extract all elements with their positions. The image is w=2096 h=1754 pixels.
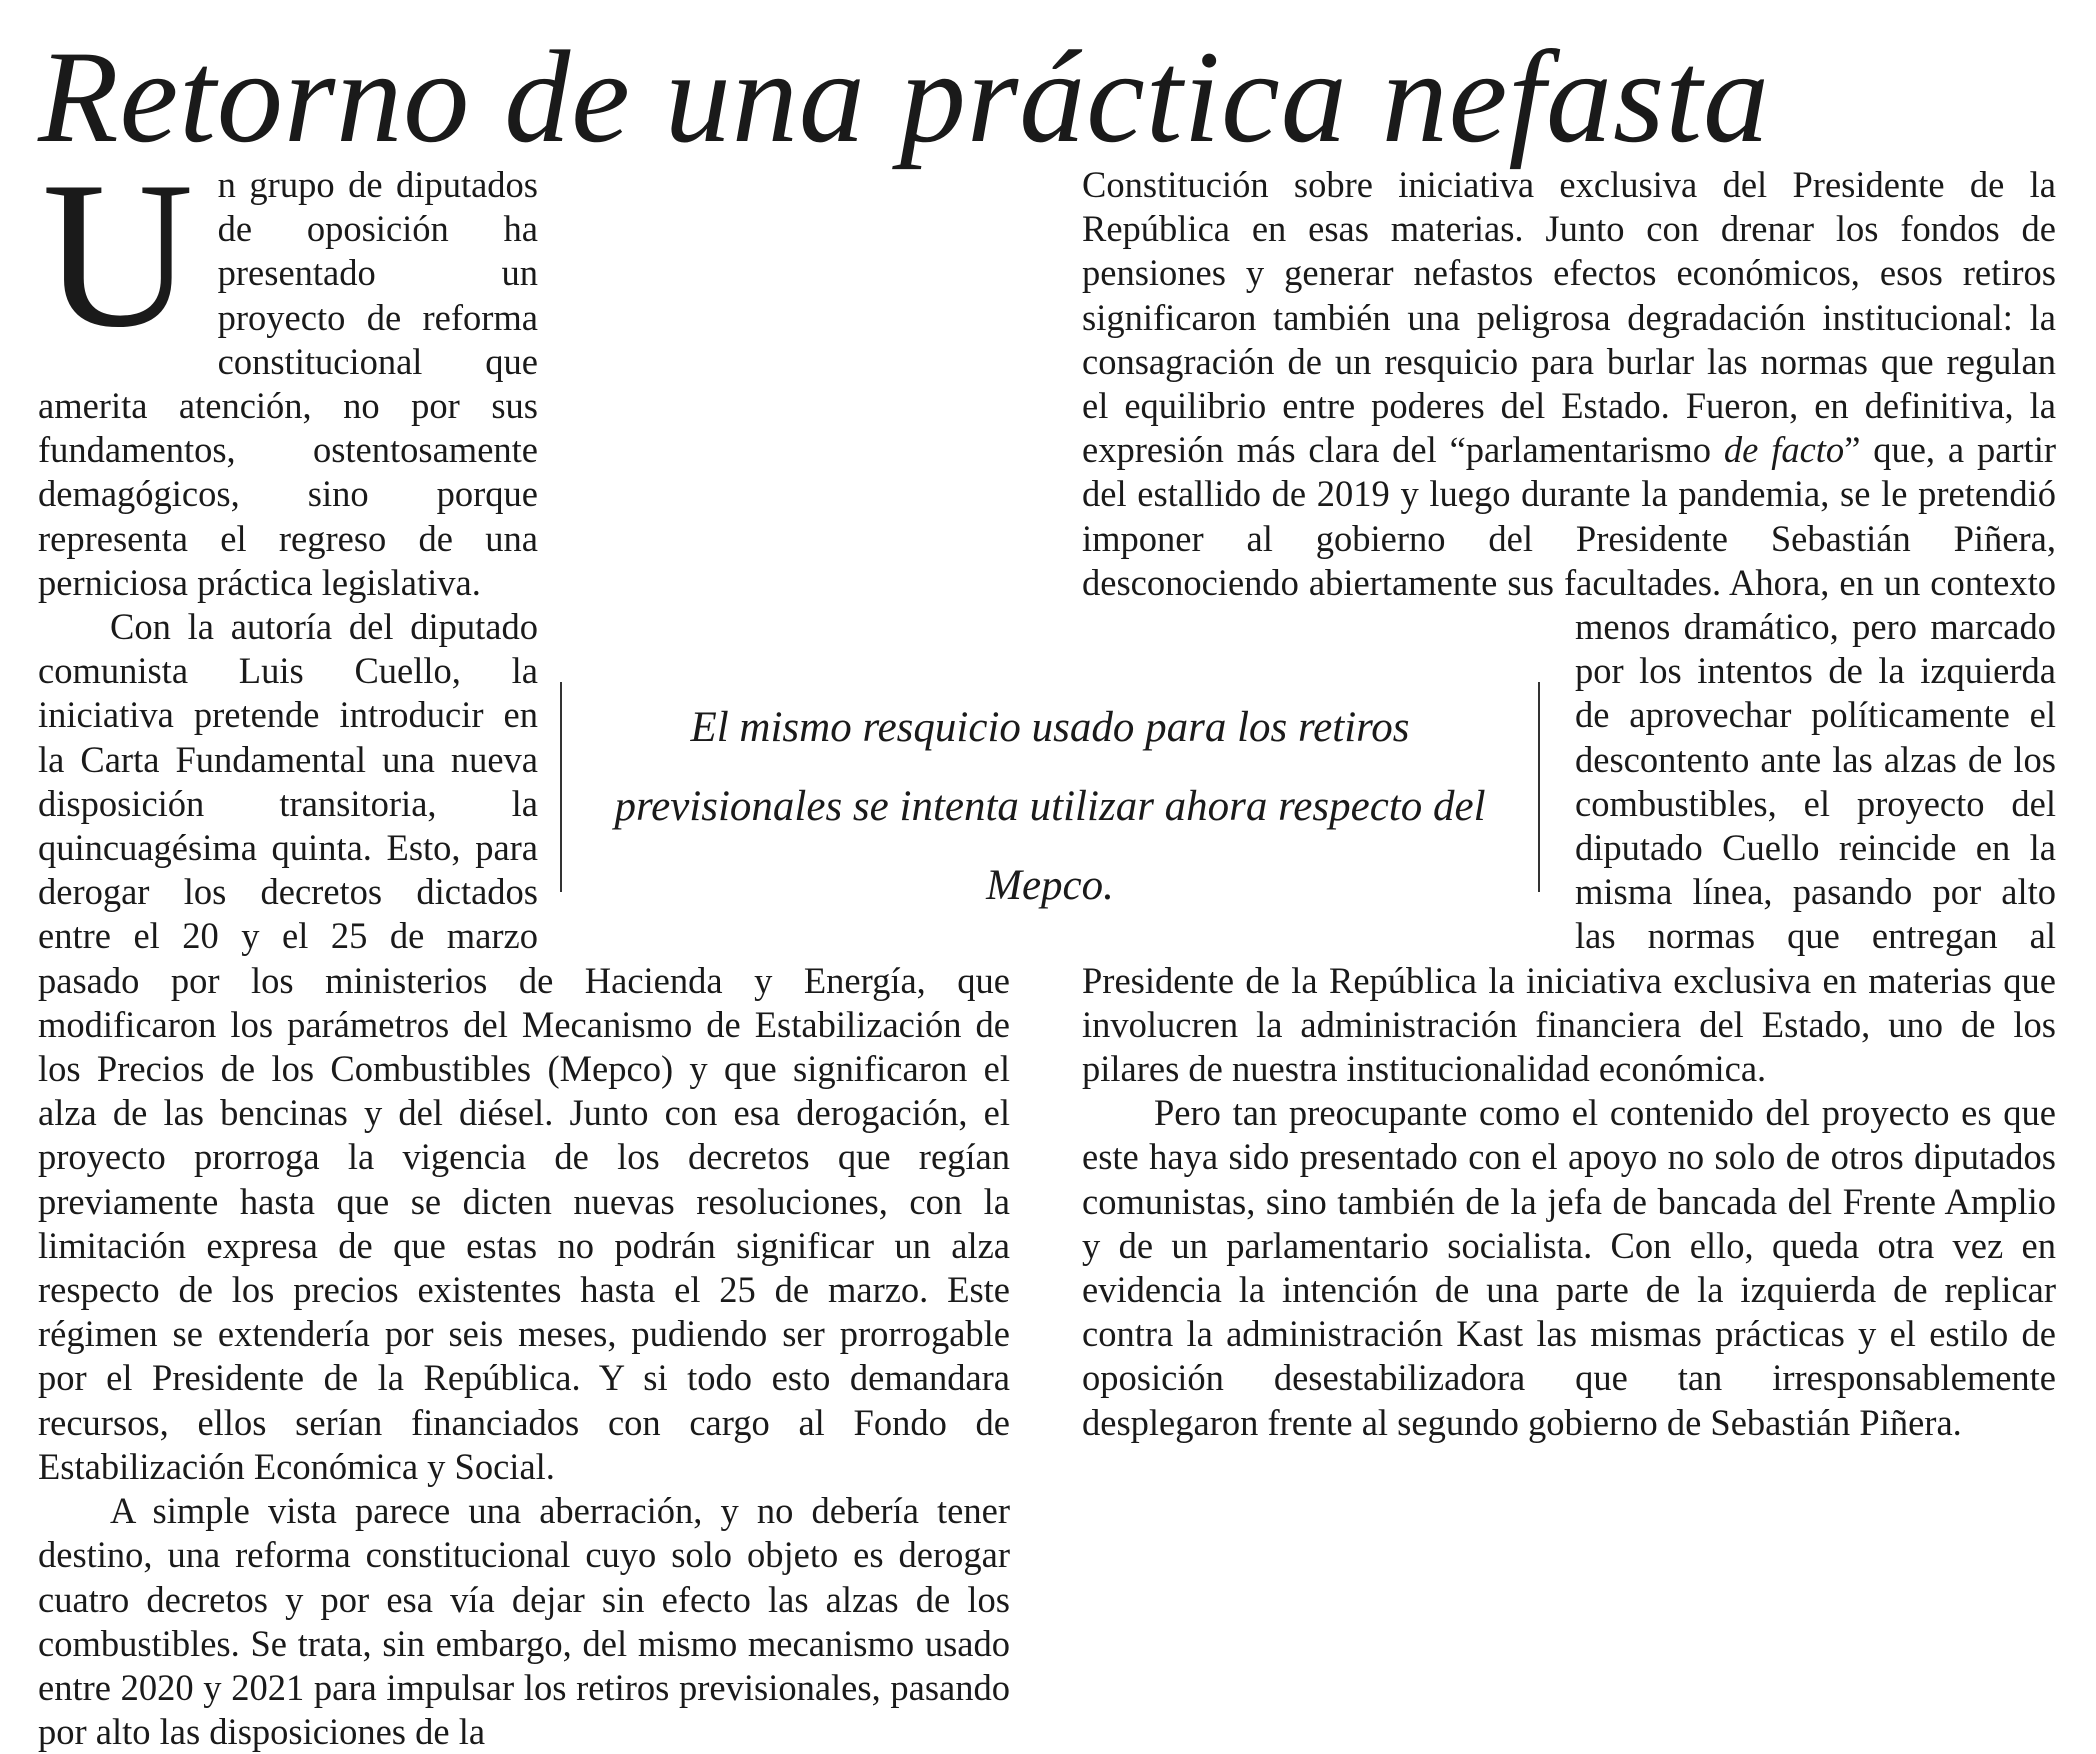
latin-phrase: de facto — [1723, 429, 1845, 471]
drop-cap: U — [42, 139, 194, 371]
body-paragraph-5: Pero tan preocupante como el contenido del proyecto es que este haya sido presentado con el apoyo no solo de otros diputados comunistas, sino también de la jefa de bancada del Frente Amplio y de un parlamentario socialista. Con ello, queda otra vez en evidencia la intención de una parte de la izquierda de replicar contra la administración Kast las mismas prácticas y el estilo de oposición desestabilizadora que tan irresponsablemente desplegaron frente al segundo gobierno de Sebastián Piñera. — [1082, 1092, 2056, 1443]
paragraph-4-part-1: Constitución sobre iniciativa exclusiva del Presidente de la República en esas materias. Junto con drenar los fondos de pensiones y generar nefastos efectos económicos, esos retiros significaron también una peligrosa degradación institucional: la consagración de un resquicio para burlar las normas que regulan el equilibrio entre poderes del Estado. Fueron, en definitiva, la expresión más clara del “parlamentarismo — [1082, 164, 2056, 471]
body-paragraph-3: A simple vista parece una aberración, y no debería tener destino, una reforma constitucional cuyo solo objeto es derogar cuatro decretos y por esa vía dejar sin efecto las alzas de los combustibles. Se trata, sin embargo, del mismo mecanismo usado entre 2020 y 2021 para impulsar los retiros previsionales, pasando por alto las disposiciones de la — [38, 1490, 1010, 1753]
pull-quote: El mismo resquicio usado para los retiros previsionales se intenta utilizar ahora respecto del Mepco. — [560, 682, 1540, 892]
paragraph-4-part-2: ” que, a partir del estallido de 2019 y luego durante la pandemia, se le pretendió imponer al gobierno del Presidente Sebastián Piñera, desconociendo abiertamente sus facultades. Ahora, en un contexto menos dramático, pero marcado por los intentos de la izquierda de aprovechar políticamente el descontento ante las alzas de los combustibles, el proyecto del diputado Cuello reincide en la misma línea, pasando por alto las normas que entregan al Presidente de la República la iniciativa exclusiva en materias que involucren la administración financiera del Estado, uno de los pilares de nuestra institucionalidad económica. — [1082, 429, 2056, 1090]
body-paragraph-1: n grupo de diputados de oposición ha presentado un proyecto de reforma constitucional que amerita atención, no por sus fundamentos, ostentosamente demagógicos, sino porque representa el regreso de una perniciosa práctica legislativa. — [38, 164, 538, 603]
headline: Retorno de una práctica nefasta — [38, 23, 1771, 170]
body-paragraph-2: Con la autoría del diputado comunista Luis Cuello, la iniciativa pretende introducir en la Carta Fundamental una nueva disposición transitoria, la quincuagésima quinta. Esto, para derogar los decretos dictados entre el 20 y el 25 de marzo pasado por los ministerios de Hacienda y Energía, que modificaron los parámetros del Mecanismo de Estabilización de los Precios de los Combustibles (Mepco) y que significaron el alza de las bencinas y del diésel. Junto con esa derogación, el proyecto prorroga la vigencia de los decretos que regían previamente hasta que se dicten nuevas resoluciones, con la limitación expresa de que estas no podrán significar un alza respecto de los precios existentes hasta el 25 de marzo. Este régimen se extendería por seis meses, pudiendo ser prorrogable por el Presidente de la República. Y si todo esto demandara recursos, ellos serían financiados con cargo al Fondo de Estabilización Económica y Social. — [38, 606, 1010, 1487]
